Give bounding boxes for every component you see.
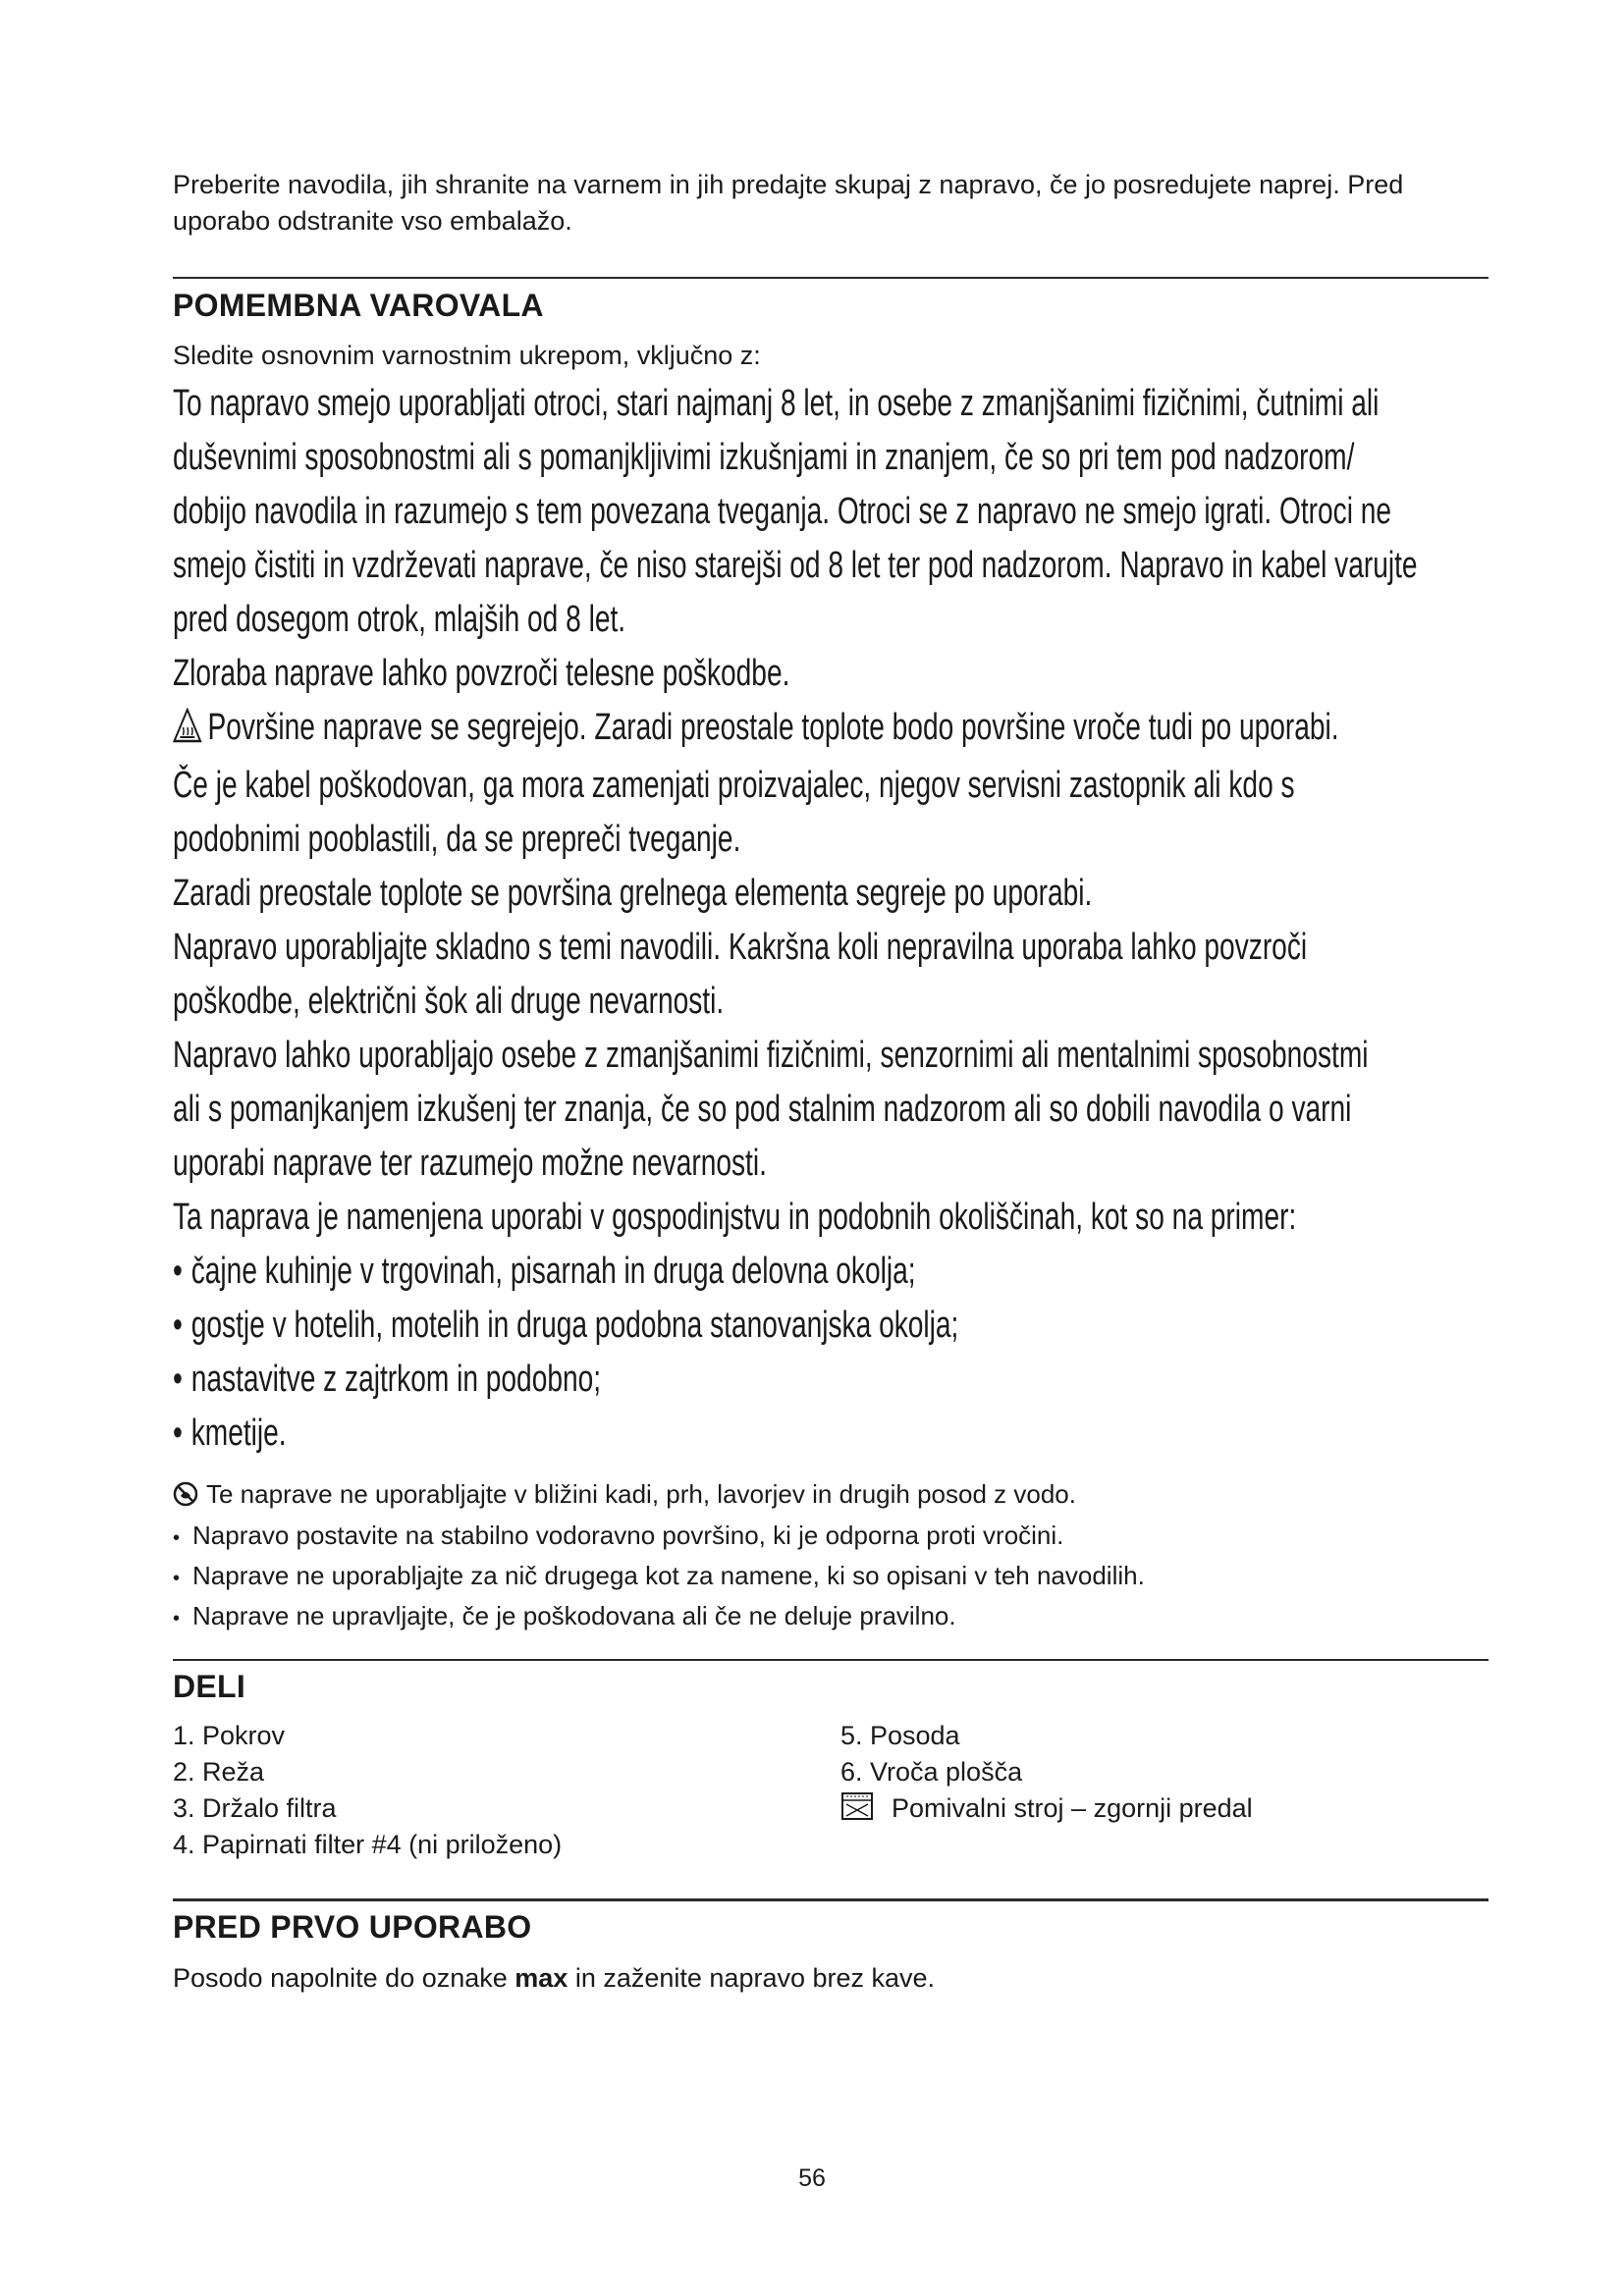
safety-line: duševnimi sposobnostmi ali s pomanjkljivimi izkušnjami in znanjem, če so pri tem pod nadzorom/	[173, 437, 1355, 478]
usage-bullet: • kmetije.	[173, 1407, 1481, 1461]
safety-line: pred dosegom otrok, mlajših od 8 let.	[173, 599, 626, 640]
safety-line: podobnimi pooblastili, da se prepreči tveganje.	[173, 819, 741, 860]
section-title-first-use: PRED PRVO UPORABO	[173, 1909, 532, 1945]
safety-paragraphs	[173, 377, 1418, 1461]
parts-list-left	[173, 1718, 562, 1863]
no-water-line: Te naprave ne uporabljajte v bližini kadi, prh, lavorjev in drugih posod z vodo.	[173, 1475, 1489, 1517]
list-item: 5. Posoda	[840, 1721, 960, 1750]
no-water-icon	[173, 1479, 198, 1517]
safety-bullet: • Naprave ne upravljajte, če je poškodovana ali če ne deluje pravilno.	[173, 1597, 1489, 1637]
safety-line: poškodbe, električni šok ali druge nevarnosti.	[173, 981, 725, 1022]
parts-list-right	[840, 1718, 1253, 1831]
usage-bullet: • čajne kuhinje v trgovinah, pisarnah in druga delovna okolja;	[173, 1245, 1481, 1299]
safety-bullet: • Napravo postavite na stabilno vodoravno površino, ki je odporna proti vročini.	[173, 1517, 1489, 1557]
usage-bullet: • gostje v hotelih, motelih in druga podobna stanovanjska okolja;	[173, 1299, 1481, 1353]
dishwasher-icon	[840, 1791, 874, 1831]
list-item: 3. Držalo filtra	[173, 1793, 337, 1823]
safety-lead: Sledite osnovnim varnostnim ukrepom, vključno z:	[173, 341, 761, 370]
list-item: 1. Pokrov	[173, 1721, 286, 1750]
safety-line: dobijo navodila in razumejo s tem povezana tveganja. Otroci se z napravo ne smejo igrati. Otroci ne	[173, 491, 1392, 532]
safety-line: Zloraba naprave lahko povzroči telesne poškodbe.	[173, 653, 790, 694]
safety-line: Ta naprava je namenjena uporabi v gospodinjstvu in podobnih okoliščinah, kot so na primer:	[173, 1197, 1297, 1238]
safety-line: Če je kabel poškodovan, ga mora zamenjati proizvajalec, njegov servisni zastopnik ali kdo s	[173, 765, 1295, 806]
list-item: 4. Papirnati filter #4 (ni priloženo)	[173, 1830, 563, 1859]
divider	[173, 277, 1489, 279]
first-use-text: Posodo napolnite do oznake max in zaženite napravo brez kave.	[173, 1963, 936, 1993]
divider	[173, 1659, 1489, 1661]
list-item-dishwasher: Pomivalni stroj – zgornji predal	[840, 1790, 1253, 1831]
safety-line: Napravo uporabljajte skladno s temi navodili. Kakršna koli nepravilna uporaba lahko povzroči	[173, 927, 1308, 968]
safety-line: ali s pomanjkanjem izkušenj ter znanja, če so pod stalnim nadzorom ali so dobili navodila o varni	[173, 1089, 1352, 1130]
safety-line: smejo čistiti in vzdrževati naprave, če niso starejši od 8 let ter pod nadzorom. Napravo in kabel varujte	[173, 545, 1418, 586]
safety-small-list	[173, 1475, 1489, 1637]
list-item: 6. Vroča plošča	[840, 1757, 1023, 1787]
divider	[173, 1898, 1489, 1901]
hot-surface-warning-icon	[173, 705, 202, 759]
page-number: 56	[798, 2164, 826, 2192]
intro-text: Preberite navodila, jih shranite na varnem in jih predajte skupaj z napravo, če jo posredujete naprej. Pred uporabo odstranite vso embalažo.	[173, 170, 1404, 236]
safety-line: uporabi naprave ter razumejo možne nevarnosti.	[173, 1143, 767, 1184]
section-title-parts: DELI	[173, 1669, 246, 1704]
safety-line: Zaradi preostale toplote se površina grelnega elementa segreje po uporabi.	[173, 873, 1093, 914]
usage-bullet: • nastavitve z zajtrkom in podobno;	[173, 1353, 1481, 1407]
safety-bullet: • Naprave ne uporabljajte za nič drugega kot za namene, ki so opisani v teh navodilih.	[173, 1557, 1489, 1597]
safety-line: To napravo smejo uporabljati otroci, stari najmanj 8 let, in osebe z zmanjšanimi fizičnimi, čutnimi ali	[173, 383, 1380, 424]
safety-line-hot-surface: Površine naprave se segrejejo. Zaradi preostale toplote bodo površine vroče tudi po uporabi.	[173, 701, 1481, 759]
safety-line: Napravo lahko uporabljajo osebe z zmanjšanimi fizičnimi, senzornimi ali mentalnimi sposobnostmi	[173, 1035, 1369, 1076]
max-mark: max	[514, 1963, 568, 1993]
section-title-safety: POMEMBNA VAROVALA	[173, 288, 544, 323]
list-item: 2. Reža	[173, 1757, 265, 1787]
